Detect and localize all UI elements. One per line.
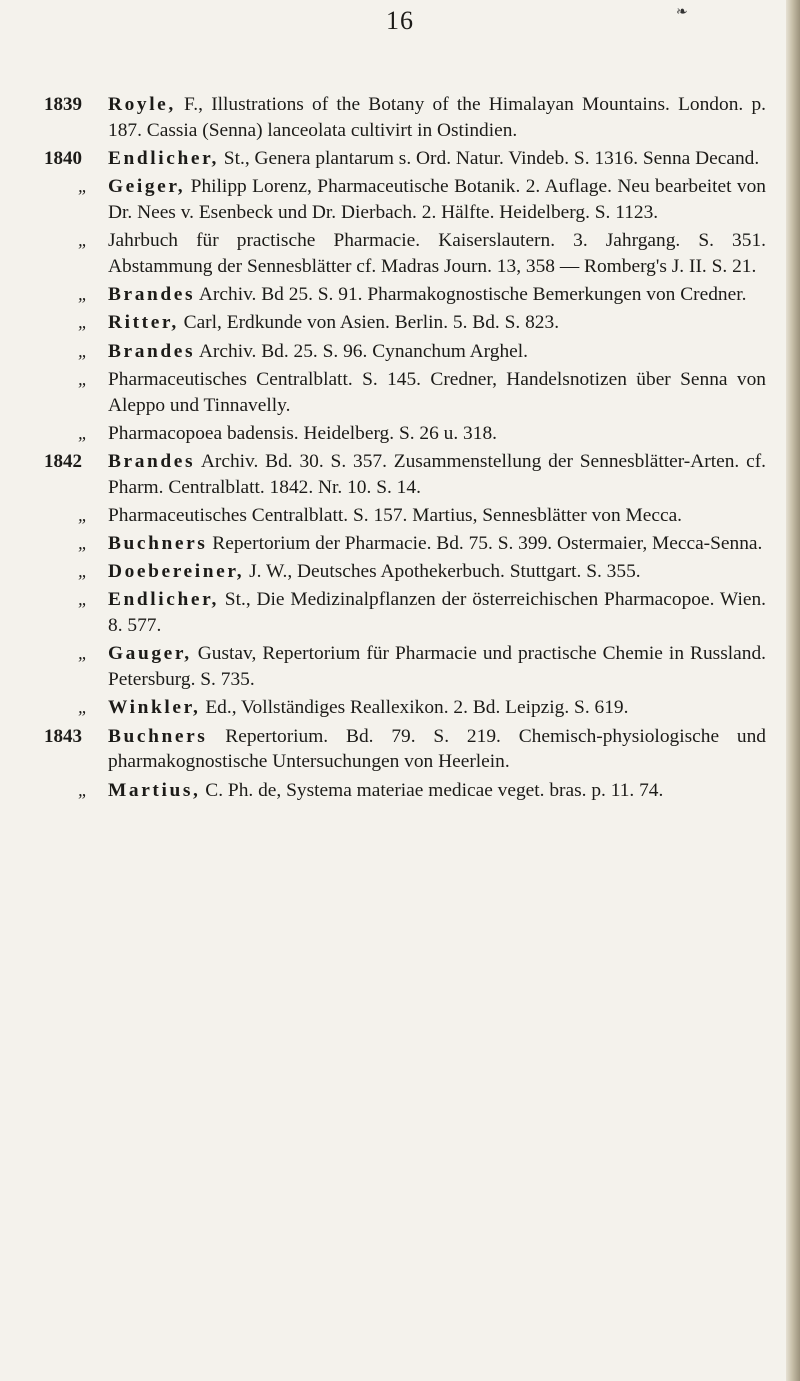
entry-citation: C. Ph. de, Systema materiae medicae veget. bras. p. 11. 74. [200, 779, 664, 801]
entry-citation: Philipp Lorenz, Pharmaceutische Botanik. 2. Auflage. Neu bearbeitet von Dr. Nees v. Esenbeck und Dr. Dierbach. 2. Hälfte. Heidelberg. S. 1123. [108, 176, 766, 223]
entry-author: Endlicher, [108, 147, 219, 169]
bibliography-entry [44, 146, 766, 172]
bibliography-entry [44, 778, 766, 804]
bibliography-entry [44, 174, 766, 226]
bibliography-list [44, 92, 766, 806]
bibliography-entry [44, 695, 766, 721]
ditto-mark: „ [78, 312, 89, 333]
page-number: 16 [386, 6, 414, 35]
entry-text [108, 503, 766, 529]
entry-text [108, 641, 766, 693]
entry-citation: F., Illustrations of the Botany of the Himalayan Mountains. London. p. 187. Cassia (Senna) lanceolata cultivirt in Ostindien. [108, 94, 766, 141]
entry-author: Endlicher, [108, 589, 219, 611]
ditto-mark: „ [78, 230, 89, 251]
bibliography-entry [44, 228, 766, 280]
ditto-mark: „ [78, 589, 89, 610]
entry-text [108, 695, 766, 721]
bibliography-entry [44, 339, 766, 365]
entry-text [108, 174, 766, 226]
entry-text [108, 421, 766, 447]
entry-citation: Pharmaceutisches Centralblatt. S. 145. Credner, Handelsnotizen über Senna von Aleppo und Tinnavelly. [108, 368, 766, 416]
entry-author: Ritter, [108, 312, 179, 334]
printer-mark: ❧ [676, 5, 688, 20]
ditto-mark: „ [78, 697, 89, 718]
entry-text [108, 92, 766, 144]
entry-text [108, 778, 766, 804]
entry-citation: Repertorium der Pharmacie. Bd. 75. S. 399. Ostermaier, Mecca-Senna. [207, 533, 763, 555]
entry-year: 1842 [44, 450, 82, 472]
entry-citation: J. W., Deutsches Apothekerbuch. Stuttgart. S. 355. [244, 561, 641, 583]
entry-text [108, 449, 766, 501]
bibliography-entry [44, 367, 766, 419]
bibliography-entry [44, 503, 766, 529]
bibliography-entry [44, 92, 766, 144]
bibliography-entry [44, 641, 766, 693]
bibliography-entry [44, 421, 766, 447]
ditto-mark: „ [78, 561, 89, 582]
entry-citation: Pharmaceutisches Centralblatt. S. 157. Martius, Sennesblätter von Mecca. [108, 504, 683, 526]
bibliography-entry [44, 282, 766, 308]
entry-author: Brandes [108, 450, 196, 472]
entry-citation: St., Genera plantarum s. Ord. Natur. Vindeb. S. 1316. Senna Decand. [218, 147, 760, 169]
ditto-mark: „ [78, 533, 89, 554]
bibliography-entry [44, 559, 766, 585]
entry-text [108, 282, 766, 308]
entry-citation: Archiv. Bd 25. S. 91. Pharmakognostische Bemerkungen von Credner. [195, 284, 747, 306]
entry-text [108, 559, 766, 585]
entry-author: Winkler, [108, 697, 201, 719]
entry-text [108, 367, 766, 419]
entry-author: Martius, [108, 779, 201, 801]
entry-author: Brandes [108, 284, 196, 306]
ditto-mark: „ [78, 176, 89, 197]
ditto-mark: „ [78, 779, 89, 800]
bibliography-entry [44, 310, 766, 336]
entry-author: Geiger, [108, 176, 186, 198]
entry-citation: Repertorium. Bd. 79. S. 219. Chemisch-physiologische und pharmakognostische Untersuchungen von Heerlein. [108, 725, 766, 773]
entry-citation: Pharmacopoea badensis. Heidelberg. S. 26 u. 318. [108, 422, 497, 444]
entry-text [108, 724, 766, 776]
bibliography-entry [44, 724, 766, 776]
entry-year: 1840 [44, 147, 82, 169]
entry-text [108, 228, 766, 280]
entry-text [108, 531, 766, 557]
entry-text [108, 310, 766, 336]
entry-year: 1843 [44, 725, 82, 747]
entry-citation: Archiv. Bd. 30. S. 357. Zusammenstellung der Sennesblätter-Arten. cf. Pharm. Centralblatt. 1842. Nr. 10. S. 14. [108, 450, 766, 498]
ditto-mark: „ [78, 368, 89, 389]
entry-citation: Gustav, Repertorium für Pharmacie und practische Chemie in Russland. Petersburg. S. 735. [108, 643, 766, 691]
entry-author: Buchners [108, 725, 208, 747]
ditto-mark: „ [78, 284, 89, 305]
entry-text [108, 146, 766, 172]
entry-text [108, 587, 766, 639]
entry-text [108, 339, 766, 365]
entry-author: Buchners [108, 533, 208, 555]
entry-citation: Archiv. Bd. 25. S. 96. Cynanchum Arghel. [195, 340, 529, 362]
entry-author: Royle, [108, 94, 176, 115]
bibliography-entry [44, 531, 766, 557]
entry-author: Gauger, [108, 643, 192, 665]
ditto-mark: „ [78, 643, 89, 664]
entry-citation: Carl, Erdkunde von Asien. Berlin. 5. Bd. S. 823. [178, 312, 560, 334]
ditto-mark: „ [78, 340, 89, 361]
entry-citation: Jahrbuch für practische Pharmacie. Kaiserslautern. 3. Jahrgang. S. 351. Abstammung der Sennesblätter cf. Madras Journ. 13, 358 — Romberg's J. II. S. 21. [108, 230, 766, 277]
entry-author: Brandes [108, 340, 196, 362]
ditto-mark: „ [78, 504, 89, 525]
entry-citation: St., Die Medizinalpflanzen der österreichischen Pharmacopoe. Wien. 8. 577. [108, 589, 766, 637]
entry-citation: Ed., Vollständiges Reallexikon. 2. Bd. Leipzig. S. 619. [200, 697, 629, 719]
page-edge-shadow [786, 0, 800, 1381]
ditto-mark: „ [78, 422, 89, 443]
entry-author: Doebereiner, [108, 561, 245, 583]
entry-year: 1839 [44, 94, 82, 115]
bibliography-entry [44, 449, 766, 501]
bibliography-entry [44, 587, 766, 639]
